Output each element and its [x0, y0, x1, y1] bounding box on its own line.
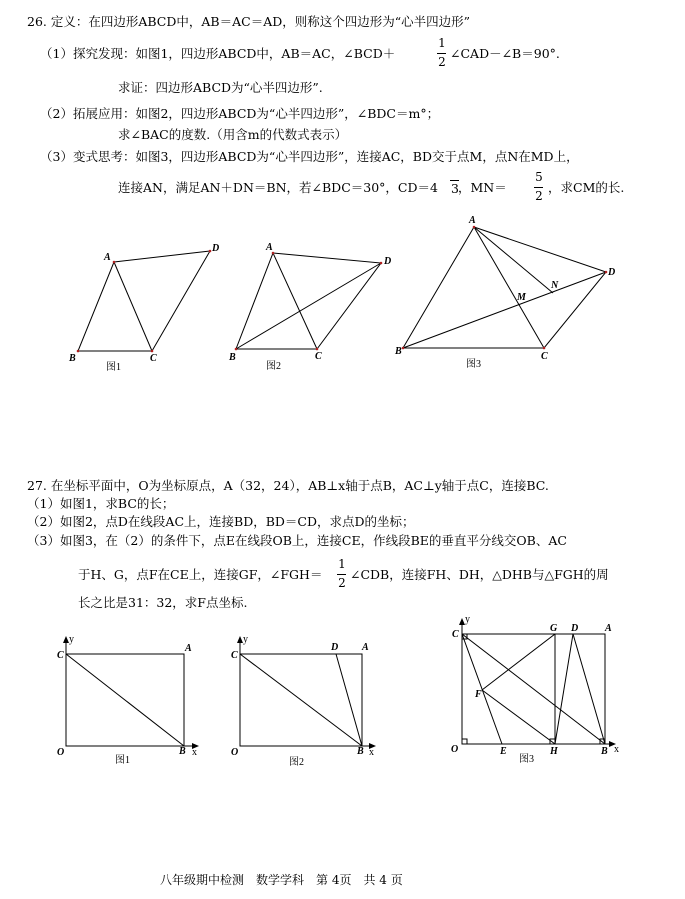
- q27-fig1-label-x: x: [192, 747, 197, 758]
- q26-part2: （2）拓展应用：如图2，四边形ABCD为“心半四边形”，∠BDC＝m°；: [40, 106, 440, 121]
- q27-part2: （2）如图2，点D在线段AC上，连接BD，BD＝CD，求点D的坐标；: [27, 514, 415, 529]
- q26-fig3-label-C: C: [541, 351, 548, 362]
- q26-part3-b-b: ，MN＝: [458, 180, 507, 195]
- q26-fig3-label-M: M: [517, 292, 526, 303]
- q26-part2-b: 求∠BAC的度数.（用含m的代数式表示）: [118, 127, 348, 142]
- q26-fig3-label-D: D: [608, 267, 616, 278]
- q27-fig3-label-G: G: [550, 623, 558, 634]
- q27-fig3-label-H: H: [550, 746, 558, 757]
- q26-fig3-label-A: A: [469, 215, 476, 226]
- q27-fig2-label-A: A: [362, 642, 369, 653]
- q26-mn-num: 5: [535, 170, 543, 184]
- q26-fig3-label-N: N: [551, 280, 559, 291]
- q26-stem: 26. 定义：在四边形ABCD中，AB＝AC＝AD，则称这个四边形为“心半四边形”: [27, 14, 471, 29]
- q26-frac-den: 2: [438, 55, 446, 69]
- q26-part3-b-c: ，求CM的长.: [548, 180, 625, 195]
- q27-fig3-segment-FH: [482, 690, 555, 744]
- q26-fig2-diagonal-AC: [273, 253, 317, 349]
- q27-fig3-label-O: O: [451, 744, 459, 755]
- q26-fig2-label-B: B: [229, 352, 236, 363]
- q27-part3-b-b: ∠CDB，连接FH、DH，△DHB与△FGH的周: [350, 567, 609, 582]
- q27-fig3-segment-GF: [482, 634, 555, 690]
- q26-mn-den: 2: [535, 189, 543, 203]
- q27-fig2-label-O: O: [231, 747, 239, 758]
- q27-fig3-right-angle-O: [462, 739, 467, 744]
- q27-fig1-caption: 图1: [115, 755, 130, 766]
- q27-fig2-segment-BD: [336, 654, 362, 746]
- q26-fig3-diagonal-AC: [474, 227, 544, 348]
- q26-sqrt-radicand: 3: [451, 181, 459, 196]
- q26-prove: 求证：四边形ABCD为“心半四边形”.: [118, 80, 323, 95]
- q27-stem: 27. 在坐标平面中，O为坐标原点，A（32，24），AB⊥x轴于点B，AC⊥y轴于点C，连接BC.: [27, 478, 549, 493]
- q27-fig3-label-F: F: [475, 689, 482, 700]
- q26-part3: （3）变式思考：如图3，四边形ABCD为“心半四边形”，连接AC，BD交于点M，点N在MD上，: [40, 149, 579, 164]
- q27-fig1-label-A: A: [185, 643, 192, 654]
- q27-part3-b-a: 于H、G，点F在CE上，连接GF，∠FGH＝: [78, 567, 323, 582]
- q27-fig3-label-B: B: [601, 746, 608, 757]
- q27-fig2-label-x: x: [369, 747, 374, 758]
- q26-fig1-caption: 图1: [106, 362, 121, 373]
- q26-fig1-label-A: A: [104, 252, 111, 263]
- q27-fig3-label-A: A: [605, 623, 612, 634]
- q27-fig2-label-B: B: [357, 746, 364, 757]
- q26-fig2-diagonal-BD: [236, 263, 381, 349]
- q27-part3-c: 长之比是31：32，求F点坐标.: [78, 595, 248, 610]
- q27-fig3-segment-CE: [462, 634, 502, 744]
- q27-fig1-label-B: B: [179, 746, 186, 757]
- q26-frac-num: 1: [438, 36, 446, 50]
- q27-frac-den: 2: [338, 576, 346, 590]
- q26-fig1-label-B: B: [69, 353, 76, 364]
- q27-part1: （1）如图1，求BC的长；: [27, 496, 175, 511]
- q26-part1-b: ∠CAD－∠B＝90°.: [450, 46, 560, 61]
- q27-fig2-label-C: C: [231, 650, 238, 661]
- q26-fig3-caption: 图3: [466, 359, 481, 370]
- q26-fig3-label-B: B: [395, 346, 402, 357]
- q26-fig1-label-D: D: [212, 243, 220, 254]
- q27-fig1-label-O: O: [57, 747, 65, 758]
- q26-fig2-label-D: D: [384, 256, 392, 267]
- q27-fig3-segment-DH: [555, 634, 573, 744]
- q27-fig2-label-D: D: [331, 642, 339, 653]
- q26-fig1-label-C: C: [150, 353, 157, 364]
- q26-fig2-label-A: A: [266, 242, 273, 253]
- q26-fig2-caption: 图2: [266, 361, 281, 372]
- page-footer: 八年级期中检测 数学学科 第 4页 共 4 页: [160, 873, 403, 887]
- q26-fig3-quad: [403, 227, 606, 348]
- q26-fig2-quad: [236, 253, 381, 349]
- q27-fig1-segment-BC: [66, 654, 184, 746]
- q27-fig2-caption: 图2: [289, 757, 304, 768]
- q26-part1-a: （1）探究发现：如图1，四边形ABCD中，AB＝AC，∠BCD＋: [40, 46, 396, 61]
- q27-fig3-label-x: x: [614, 744, 619, 755]
- q27-fig3-label-D: D: [571, 623, 579, 634]
- q26-fig1-diagonal-AC: [114, 262, 152, 351]
- q27-fig3-segment-BD: [573, 634, 605, 744]
- q27-frac-num: 1: [338, 557, 346, 571]
- q26-part3-b-a: 连接AN，满足AN＋DN＝BN，若∠BDC＝30°，CD＝4: [118, 180, 438, 195]
- q26-fig2-label-C: C: [315, 351, 322, 362]
- q27-fig2-label-y: y: [243, 634, 248, 645]
- q27-fig3-caption: 图3: [519, 754, 534, 765]
- q27-part3: （3）如图3，在（2）的条件下，点E在线段OB上，连接CE，作线段BE的垂直平分线交OB、AC: [27, 533, 567, 548]
- q27-fig1-label-y: y: [69, 634, 74, 645]
- q27-fig3-label-E: E: [500, 746, 507, 757]
- q27-fig3-label-y: y: [465, 614, 470, 625]
- q26-fig1-quad: [78, 251, 210, 351]
- q27-fig3-label-C: C: [452, 629, 459, 640]
- q27-fig1-label-C: C: [57, 650, 64, 661]
- q27-fig2-segment-BC: [240, 654, 362, 746]
- q26-fig3-segment-AN: [474, 227, 553, 293]
